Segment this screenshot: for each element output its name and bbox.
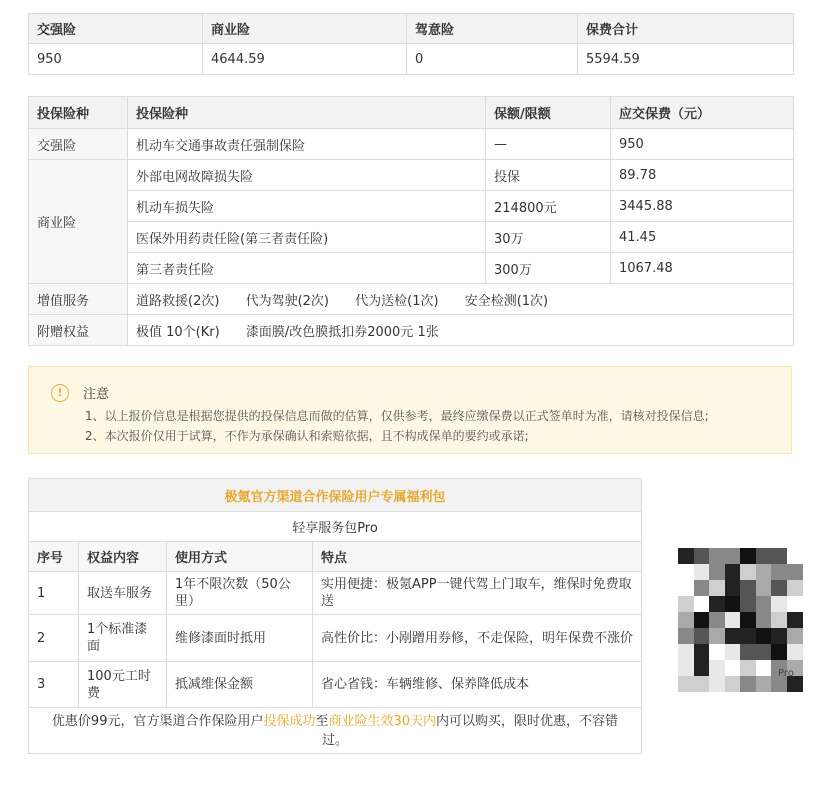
- detail-header-premium: 应交保费（元）: [611, 97, 794, 129]
- package-row-feature: 实用便捷：极氪APP一键代驾上门取车，维保时免费取送: [313, 572, 642, 615]
- premium-summary-table: [28, 13, 794, 75]
- qr-caption: Pro: [778, 668, 794, 679]
- package-row-usage: 1年不限次数（50公里）: [167, 572, 313, 615]
- package-row-feature: 省心省钱：车辆维修、保养降低成本: [313, 662, 642, 708]
- package-name-row: [29, 512, 642, 542]
- qr-pixel: [787, 596, 803, 612]
- footer-text: 至: [315, 713, 329, 729]
- qr-pixel: [694, 660, 710, 676]
- qr-pixel: [787, 564, 803, 580]
- qr-pixel: [694, 676, 710, 692]
- notice-line-1: 1、以上报价信息是根据您提供的投保信息而做的估算，仅供参考，最终应缴保费以正式签单时为准，请核对投保信息;: [85, 409, 709, 423]
- coverage-amount: 投保: [486, 160, 611, 191]
- qr-pixel: [725, 644, 741, 660]
- qr-pixel: [756, 660, 772, 676]
- qr-pixel: [756, 612, 772, 628]
- qr-pixel: [756, 564, 772, 580]
- qr-pixel: [709, 580, 725, 596]
- qr-pixel: [771, 548, 787, 564]
- summary-value-syx: 4644.59: [203, 44, 407, 75]
- qr-pixel: [787, 612, 803, 628]
- qr-pixel: [740, 564, 756, 580]
- summary-header-jyx: 驾意险: [407, 14, 578, 44]
- package-header-content: 权益内容: [79, 542, 167, 572]
- qr-pixel: [756, 628, 772, 644]
- qr-pixel: [678, 580, 694, 596]
- qr-pixel: [771, 612, 787, 628]
- coverage-amount: 30万: [486, 222, 611, 253]
- package-header-feature: 特点: [313, 542, 642, 572]
- detail-header-type: 投保险种: [128, 97, 486, 129]
- category-services: 增值服务: [29, 284, 128, 315]
- detail-row-services: [29, 284, 794, 315]
- package-row: [29, 615, 642, 662]
- detail-row-jqx: [29, 129, 794, 160]
- notice-title: 注意: [83, 387, 110, 402]
- summary-header-syx: 商业险: [203, 14, 407, 44]
- footer-highlight: 投保成功: [263, 713, 316, 729]
- summary-header-row: [29, 14, 794, 44]
- qr-pixel: [771, 580, 787, 596]
- summary-header-jqx: 交强险: [29, 14, 203, 44]
- package-row-content: 1个标准漆面: [79, 615, 167, 662]
- qr-pixel: [694, 612, 710, 628]
- package-row-usage: 维修漆面时抵用: [167, 615, 313, 662]
- notice-line-2: 2、本次报价仅用于试算，不作为承保确认和索赔依据，且不构成保单的要约或承诺;: [85, 429, 529, 443]
- category-syx: 商业险: [29, 160, 128, 284]
- qr-pixel: [771, 596, 787, 612]
- qr-pixel: [787, 628, 803, 644]
- footer-text: 优惠价99元，官方渠道合作保险用户: [51, 713, 264, 729]
- qr-pixel: [756, 548, 772, 564]
- package-band-row: [29, 479, 642, 512]
- qr-pixel: [678, 676, 694, 692]
- qr-pixel: [740, 628, 756, 644]
- qr-pixel: [694, 628, 710, 644]
- package-header-no: 序号: [29, 542, 79, 572]
- qr-pixel: [725, 660, 741, 676]
- gifts-list: [128, 315, 794, 346]
- qr-pixel: [740, 644, 756, 660]
- package-row-feature: 高性价比：小剐蹭用券修，不走保险，明年保费不涨价: [313, 615, 642, 662]
- services-list: [128, 284, 794, 315]
- gift-item: 漆面膜/改色膜抵扣券2000元 1张: [245, 324, 439, 340]
- detail-header-category: 投保险种: [29, 97, 128, 129]
- summary-value-row: [29, 44, 794, 75]
- detail-row-syx: [29, 253, 794, 284]
- qr-pixel: [678, 628, 694, 644]
- package-row-content: 取送车服务: [79, 572, 167, 615]
- coverage-premium: 1067.48: [611, 253, 794, 284]
- benefit-package-table: [28, 478, 642, 754]
- qr-pixel: [725, 628, 741, 644]
- coverage-premium: 3445.88: [611, 191, 794, 222]
- qr-pixel: [694, 564, 710, 580]
- qr-pixel: [709, 676, 725, 692]
- package-row-no: 2: [29, 615, 79, 662]
- package-name: 轻享服务包Pro: [29, 512, 642, 542]
- category-gifts: 附赠权益: [29, 315, 128, 346]
- qr-pixel: [756, 596, 772, 612]
- footer-text: 内可以购买，限时优惠，不容错过。: [321, 713, 619, 748]
- qr-pixel: [694, 596, 710, 612]
- package-footer: [29, 708, 642, 754]
- summary-value-jqx: 950: [29, 44, 203, 75]
- qr-pixel: [740, 580, 756, 596]
- exclamation-circle-icon: !: [51, 384, 69, 402]
- service-item: 代为驾驶(2次): [245, 293, 329, 309]
- package-row-content: 100元工时费: [79, 662, 167, 708]
- coverage-name: 机动车损失险: [128, 191, 486, 222]
- summary-header-total: 保费合计: [578, 14, 794, 44]
- coverage-detail-table: [28, 96, 794, 346]
- qr-pixel: [740, 676, 756, 692]
- qr-pixel: [740, 548, 756, 564]
- qr-pixel: [709, 596, 725, 612]
- footer-highlight: 商业险生效30天内: [328, 713, 437, 729]
- coverage-name: 外部电网故障损失险: [128, 160, 486, 191]
- qr-pixel: [740, 660, 756, 676]
- package-header-row: [29, 542, 642, 572]
- summary-value-total: 5594.59: [578, 44, 794, 75]
- detail-header-row: [29, 97, 794, 129]
- qr-pixel: [740, 596, 756, 612]
- qr-pixel: [678, 564, 694, 580]
- summary-value-jyx: 0: [407, 44, 578, 75]
- coverage-premium: 41.45: [611, 222, 794, 253]
- qr-pixel: [725, 580, 741, 596]
- qr-pixel: [771, 644, 787, 660]
- qr-pixel: [771, 564, 787, 580]
- coverage-premium: 89.78: [611, 160, 794, 191]
- qr-pixel: [709, 548, 725, 564]
- qr-pixel: [678, 644, 694, 660]
- coverage-amount: —: [486, 129, 611, 160]
- qr-pixel: [725, 612, 741, 628]
- coverage-amount: 214800元: [486, 191, 611, 222]
- qr-pixel: [694, 580, 710, 596]
- qr-pixel: [694, 548, 710, 564]
- qr-pixel: [694, 644, 710, 660]
- package-footer-row: [29, 708, 642, 754]
- package-row-no: 1: [29, 572, 79, 615]
- detail-header-amount: 保额/限额: [486, 97, 611, 129]
- qr-pixel: [725, 596, 741, 612]
- qr-pixel: [709, 660, 725, 676]
- qr-pixel: [756, 580, 772, 596]
- qr-pixel: [756, 676, 772, 692]
- qr-pixel: [709, 564, 725, 580]
- coverage-name: 医保外用药责任险(第三者责任险): [128, 222, 486, 253]
- service-item: 道路救援(2次): [136, 293, 220, 309]
- qr-pixel: [725, 564, 741, 580]
- detail-row-syx: [29, 222, 794, 253]
- package-row-no: 3: [29, 662, 79, 708]
- qr-pixel: [740, 612, 756, 628]
- service-item: 安全检测(1次): [464, 293, 549, 309]
- qr-pixel: [725, 548, 741, 564]
- qr-pixel: [678, 548, 694, 564]
- qr-pixel: [678, 660, 694, 676]
- coverage-name: 机动车交通事故责任强制保险: [128, 129, 486, 160]
- qr-pixel: [787, 580, 803, 596]
- package-header-usage: 使用方式: [167, 542, 313, 572]
- category-jqx: 交强险: [29, 129, 128, 160]
- detail-row-syx: [29, 191, 794, 222]
- qr-pixel: [709, 644, 725, 660]
- qr-pixel: [756, 644, 772, 660]
- gift-item: 极值 10个(Kr): [136, 324, 220, 340]
- qr-pixel: [787, 644, 803, 660]
- coverage-name: 第三者责任险: [128, 253, 486, 284]
- package-row: [29, 662, 642, 708]
- detail-row-gifts: [29, 315, 794, 346]
- coverage-premium: 950: [611, 129, 794, 160]
- qr-pixel: [678, 596, 694, 612]
- qr-pixel: [771, 628, 787, 644]
- service-item: 代为送检(1次): [355, 293, 439, 309]
- package-band-title: 极氪官方渠道合作保险用户专属福利包: [29, 479, 642, 512]
- qr-pixel: [709, 628, 725, 644]
- package-row-usage: 抵减维保金额: [167, 662, 313, 708]
- detail-row-syx: [29, 160, 794, 191]
- qr-pixel: [709, 612, 725, 628]
- qr-pixel: [725, 676, 741, 692]
- qr-pixel: [787, 548, 803, 564]
- coverage-amount: 300万: [486, 253, 611, 284]
- package-row: [29, 572, 642, 615]
- notice-box: [28, 366, 792, 454]
- qr-pixel: [678, 612, 694, 628]
